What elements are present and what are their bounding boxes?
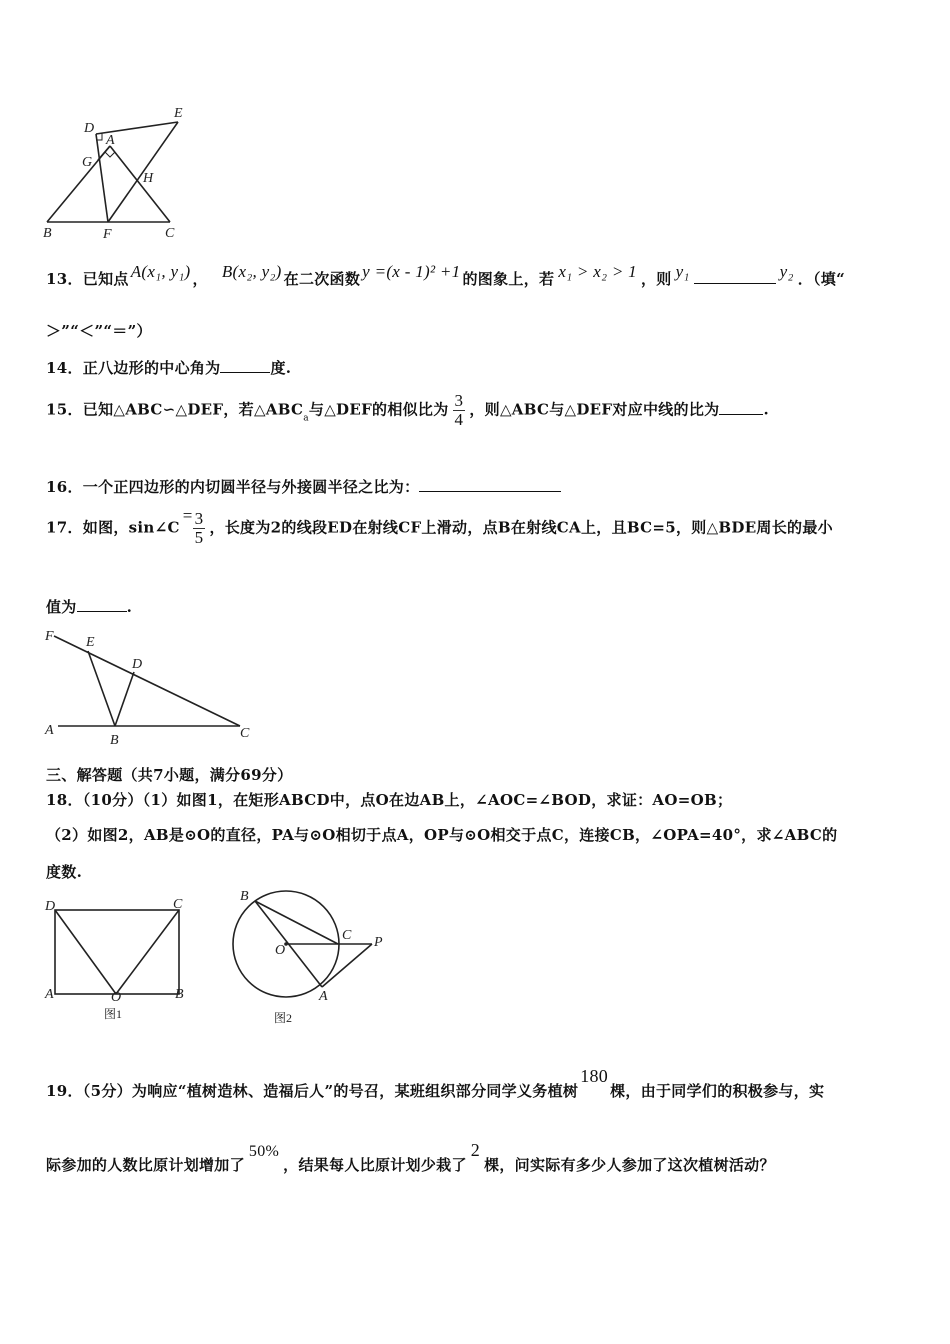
point-A: A(x₁, y₁)	[130, 262, 191, 281]
section-heading: 三、解答题（共7小题，满分69分）	[46, 766, 293, 784]
label-E: E	[174, 106, 183, 121]
question-17: 17．如图，sin∠C= $\frac{3}{5}$ ，长度为2的线段ED在射线CF上滑动，点B在射线CA上，且BC=5，则△BDE周长的最小	[46, 505, 833, 547]
segment-PA	[322, 944, 372, 987]
question-19-line2: 际参加的人数比原计划增加了50%，结果每人比原计划少栽了2棵，问实际有多少人参加了这次植树活动？	[46, 1140, 775, 1174]
caption-figure-1: 图1	[104, 1007, 123, 1021]
figure-triangle-top	[40, 100, 200, 240]
question-18-line3: 度数.	[46, 863, 83, 881]
point-B: B(x₂, y₂)	[221, 262, 282, 281]
segment-AG	[98, 146, 110, 160]
condition: x₁ > x₂ > 1	[558, 262, 637, 281]
caption-figure-2: 图2	[274, 1011, 293, 1025]
ray-CF	[54, 636, 240, 726]
label-A: A	[106, 133, 115, 148]
label-B: B	[175, 987, 184, 1002]
question-17-line2: 值为 .	[46, 598, 133, 616]
answer-blank-14[interactable]	[220, 358, 270, 373]
label-O: O	[111, 990, 122, 1005]
question-15: 15．已知△ABC∽△DEF，若$\triangle ABC_a$与△DEF的相似比为 $\frac{3}{4}$ ，则△ABC与△DEF对应中线的比为 .	[46, 391, 769, 429]
answer-blank-15[interactable]	[719, 400, 763, 415]
label-C: C	[165, 226, 175, 240]
question-13-options: ＞”“＜”“＝”）	[46, 322, 152, 340]
label-P: P	[374, 935, 383, 950]
question-16: 16．一个正四边形的内切圆半径与外接圆半径之比为：	[46, 476, 561, 497]
sin-fraction: $\frac{3}{5}$	[194, 509, 204, 547]
label-G: G	[82, 155, 93, 170]
label-C: C	[173, 897, 183, 912]
label-D: D	[45, 899, 56, 914]
label-B: B	[110, 733, 119, 748]
answer-blank-16[interactable]	[419, 477, 561, 492]
figure-q17	[40, 626, 265, 750]
right-angle-A	[105, 152, 115, 157]
label-B: B	[43, 226, 52, 240]
question-18-part2: （2）如图2，AB是⊙O的直径，PA与⊙O相切于点A，OP与⊙O相交于点C，连接CB，∠OPA=40°，求∠ABC的	[46, 826, 838, 844]
question-14: 14．正八边形的中心角为 度.	[46, 359, 292, 377]
segment-AC	[110, 146, 170, 222]
label-A: A	[45, 987, 54, 1002]
question-18: 18．（10分）（1）如图1，在矩形ABCD中，点O在边AB上，∠AOC=∠BOD，求证：AO=OB；	[46, 791, 733, 809]
number-180: 180	[580, 1066, 609, 1086]
percent-50: 50%	[248, 1143, 280, 1160]
rectangle-ABCD	[55, 910, 179, 994]
label-D: D	[132, 657, 143, 672]
segment-EB	[88, 651, 115, 726]
label-B: B	[240, 889, 249, 904]
label-C: C	[342, 928, 352, 943]
segment-CB	[255, 901, 338, 944]
segment-OD	[55, 910, 116, 994]
figure-q18	[40, 886, 400, 1032]
question-13: 13．已知点 A(x₁, y₁) ， B(x₂, y₂) 在二次函数 y =(x - 1)² +1 的图象上，若 x₁ > x₂ > 1 ，则 y₁ y₂ ．（填“	[46, 262, 846, 288]
label-D: D	[84, 121, 95, 136]
label-F: F	[45, 629, 54, 644]
segment-BD	[115, 672, 134, 726]
answer-blank-17[interactable]	[77, 597, 127, 612]
label-E: E	[86, 635, 95, 650]
answer-blank-13[interactable]	[694, 269, 776, 284]
number-2: 2	[470, 1140, 481, 1160]
segment-OC	[116, 910, 179, 994]
label-O: O	[275, 943, 286, 958]
label-A: A	[45, 723, 54, 738]
label-C: C	[240, 726, 250, 741]
quadratic-function: y =(x - 1)² +1	[362, 262, 461, 281]
question-19: 19．（5分）为响应“植树造林、造福后人”的号召，某班组织部分同学义务植树180棵，由于同学们的积极参与，实	[46, 1066, 825, 1100]
label-F: F	[103, 227, 112, 240]
ratio-fraction: $\frac{3}{4}$	[454, 391, 464, 429]
label-H: H	[143, 171, 154, 186]
label-A: A	[319, 989, 328, 1004]
